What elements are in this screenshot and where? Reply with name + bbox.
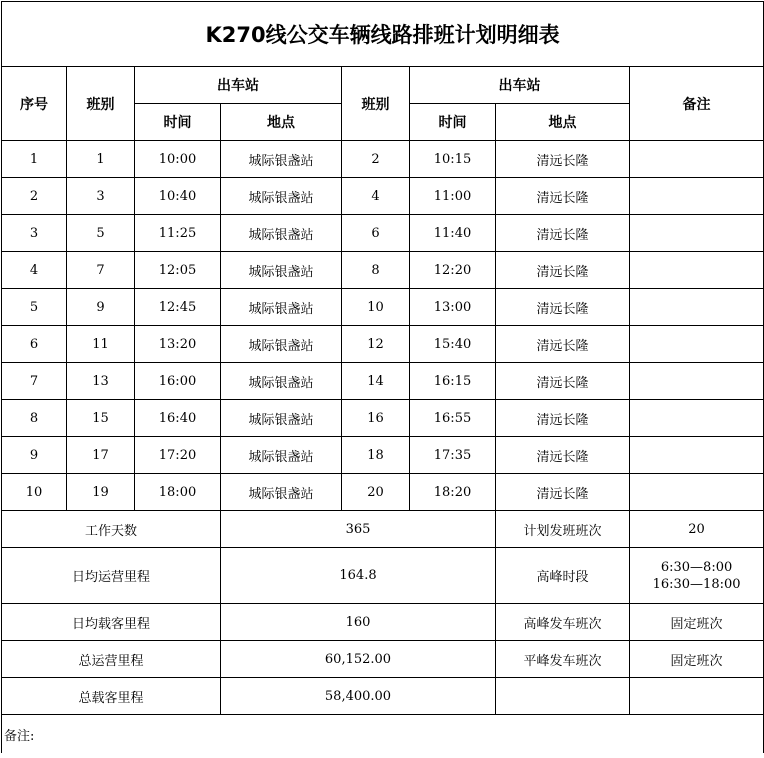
cell-place-b: 清远长隆 [496, 178, 630, 215]
work-days-value: 365 [221, 511, 496, 548]
table-row [2, 178, 764, 215]
cell-place-a: 城际银盏站 [221, 289, 342, 326]
cell-remark [630, 215, 764, 252]
cell-seq: 6 [2, 326, 67, 363]
cell-time-a: 17:20 [135, 437, 221, 474]
cell-place-b: 清远长隆 [496, 437, 630, 474]
cell-time-a: 12:05 [135, 252, 221, 289]
cell-place-b: 清远长隆 [496, 474, 630, 511]
cell-shift-a: 19 [67, 474, 135, 511]
summary-row [2, 641, 764, 678]
table-row [2, 141, 764, 178]
cell-time-b: 16:15 [410, 363, 496, 400]
summary-row [2, 511, 764, 548]
header-time-back: 时间 [410, 104, 496, 141]
cell-time-a: 12:45 [135, 289, 221, 326]
cell-place-a: 城际银盏站 [221, 437, 342, 474]
cell-remark [630, 400, 764, 437]
summary-row [2, 678, 764, 715]
cell-shift-a: 15 [67, 400, 135, 437]
cell-place-a: 城际银盏站 [221, 215, 342, 252]
cell-time-b: 11:40 [410, 215, 496, 252]
total-mileage-value: 60,152.00 [221, 641, 496, 678]
total-passenger-value: 58,400.00 [221, 678, 496, 715]
cell-place-a: 城际银盏站 [221, 474, 342, 511]
table-row [2, 289, 764, 326]
cell-place-b: 清远长隆 [496, 400, 630, 437]
cell-seq: 9 [2, 437, 67, 474]
header-place-back: 地点 [496, 104, 630, 141]
cell-shift-a: 13 [67, 363, 135, 400]
cell-place-b: 清远长隆 [496, 289, 630, 326]
planned-trips-label: 计划发班班次 [496, 511, 630, 548]
offpeak-trips-label: 平峰发车班次 [496, 641, 630, 678]
cell-time-b: 10:15 [410, 141, 496, 178]
header-place-out: 地点 [221, 104, 342, 141]
header-remarks: 备注 [630, 67, 764, 141]
peak-hours-value [630, 548, 764, 604]
total-mileage-label: 总运营里程 [2, 641, 221, 678]
cell-time-b: 17:35 [410, 437, 496, 474]
cell-shift-a: 7 [67, 252, 135, 289]
total-passenger-label: 总载客里程 [2, 678, 221, 715]
table-row [2, 474, 764, 511]
cell-shift-a: 1 [67, 141, 135, 178]
cell-place-b: 清远长隆 [496, 326, 630, 363]
header-seq: 序号 [2, 67, 67, 141]
cell-time-a: 16:40 [135, 400, 221, 437]
cell-time-a: 18:00 [135, 474, 221, 511]
cell-shift-b: 14 [342, 363, 410, 400]
peak-hours-morning: 6:30—8:00 [660, 559, 733, 575]
peak-trips-label: 高峰发车班次 [496, 604, 630, 641]
empty-label-cell [496, 678, 630, 715]
cell-place-a: 城际银盏站 [221, 326, 342, 363]
cell-time-b: 11:00 [410, 178, 496, 215]
header-time-out: 时间 [135, 104, 221, 141]
cell-place-b: 清远长隆 [496, 141, 630, 178]
cell-shift-a: 11 [67, 326, 135, 363]
cell-shift-b: 12 [342, 326, 410, 363]
cell-shift-a: 3 [67, 178, 135, 215]
cell-remark [630, 437, 764, 474]
cell-shift-b: 10 [342, 289, 410, 326]
header-shift-back: 班别 [342, 67, 410, 141]
cell-seq: 3 [2, 215, 67, 252]
cell-seq: 8 [2, 400, 67, 437]
note-label: 备注: [2, 715, 764, 754]
daily-mileage-label: 日均运营里程 [2, 548, 221, 604]
cell-time-b: 18:20 [410, 474, 496, 511]
cell-remark [630, 141, 764, 178]
header-station-back: 出车站 [410, 67, 630, 104]
cell-shift-b: 20 [342, 474, 410, 511]
cell-shift-b: 2 [342, 141, 410, 178]
header-station-out: 出车站 [135, 67, 342, 104]
daily-passenger-label: 日均载客里程 [2, 604, 221, 641]
cell-time-a: 13:20 [135, 326, 221, 363]
peak-hours-label: 高峰时段 [496, 548, 630, 604]
planned-trips-value: 20 [630, 511, 764, 548]
cell-remark [630, 252, 764, 289]
table-row [2, 363, 764, 400]
peak-trips-value: 固定班次 [630, 604, 764, 641]
cell-remark [630, 363, 764, 400]
table-row [2, 215, 764, 252]
cell-place-b: 清远长隆 [496, 363, 630, 400]
cell-place-a: 城际银盏站 [221, 252, 342, 289]
table-row [2, 400, 764, 437]
cell-seq: 2 [2, 178, 67, 215]
cell-shift-b: 4 [342, 178, 410, 215]
cell-shift-a: 9 [67, 289, 135, 326]
schedule-table [1, 1, 764, 753]
cell-time-a: 10:40 [135, 178, 221, 215]
cell-shift-b: 18 [342, 437, 410, 474]
header-shift-out: 班别 [67, 67, 135, 141]
cell-shift-b: 6 [342, 215, 410, 252]
cell-time-b: 12:20 [410, 252, 496, 289]
empty-value-cell [630, 678, 764, 715]
summary-row [2, 548, 764, 604]
page-title: K270线公交车辆线路排班计划明细表 [2, 2, 764, 67]
cell-place-a: 城际银盏站 [221, 141, 342, 178]
cell-time-a: 11:25 [135, 215, 221, 252]
daily-passenger-value: 160 [221, 604, 496, 641]
cell-time-b: 15:40 [410, 326, 496, 363]
cell-remark [630, 178, 764, 215]
cell-shift-a: 5 [67, 215, 135, 252]
table-row [2, 326, 764, 363]
cell-time-a: 16:00 [135, 363, 221, 400]
summary-row [2, 604, 764, 641]
cell-seq: 4 [2, 252, 67, 289]
cell-time-a: 10:00 [135, 141, 221, 178]
table-row [2, 252, 764, 289]
cell-remark [630, 289, 764, 326]
cell-time-b: 16:55 [410, 400, 496, 437]
cell-time-b: 13:00 [410, 289, 496, 326]
table-row [2, 437, 764, 474]
cell-remark [630, 474, 764, 511]
peak-hours-evening: 16:30—18:00 [652, 576, 741, 592]
offpeak-trips-value: 固定班次 [630, 641, 764, 678]
cell-place-a: 城际银盏站 [221, 178, 342, 215]
cell-shift-b: 8 [342, 252, 410, 289]
daily-mileage-value: 164.8 [221, 548, 496, 604]
cell-place-b: 清远长隆 [496, 252, 630, 289]
cell-seq: 7 [2, 363, 67, 400]
cell-place-a: 城际银盏站 [221, 363, 342, 400]
cell-seq: 1 [2, 141, 67, 178]
cell-place-b: 清远长隆 [496, 215, 630, 252]
cell-place-a: 城际银盏站 [221, 400, 342, 437]
cell-seq: 10 [2, 474, 67, 511]
cell-seq: 5 [2, 289, 67, 326]
cell-shift-a: 17 [67, 437, 135, 474]
cell-remark [630, 326, 764, 363]
cell-shift-b: 16 [342, 400, 410, 437]
work-days-label: 工作天数 [2, 511, 221, 548]
